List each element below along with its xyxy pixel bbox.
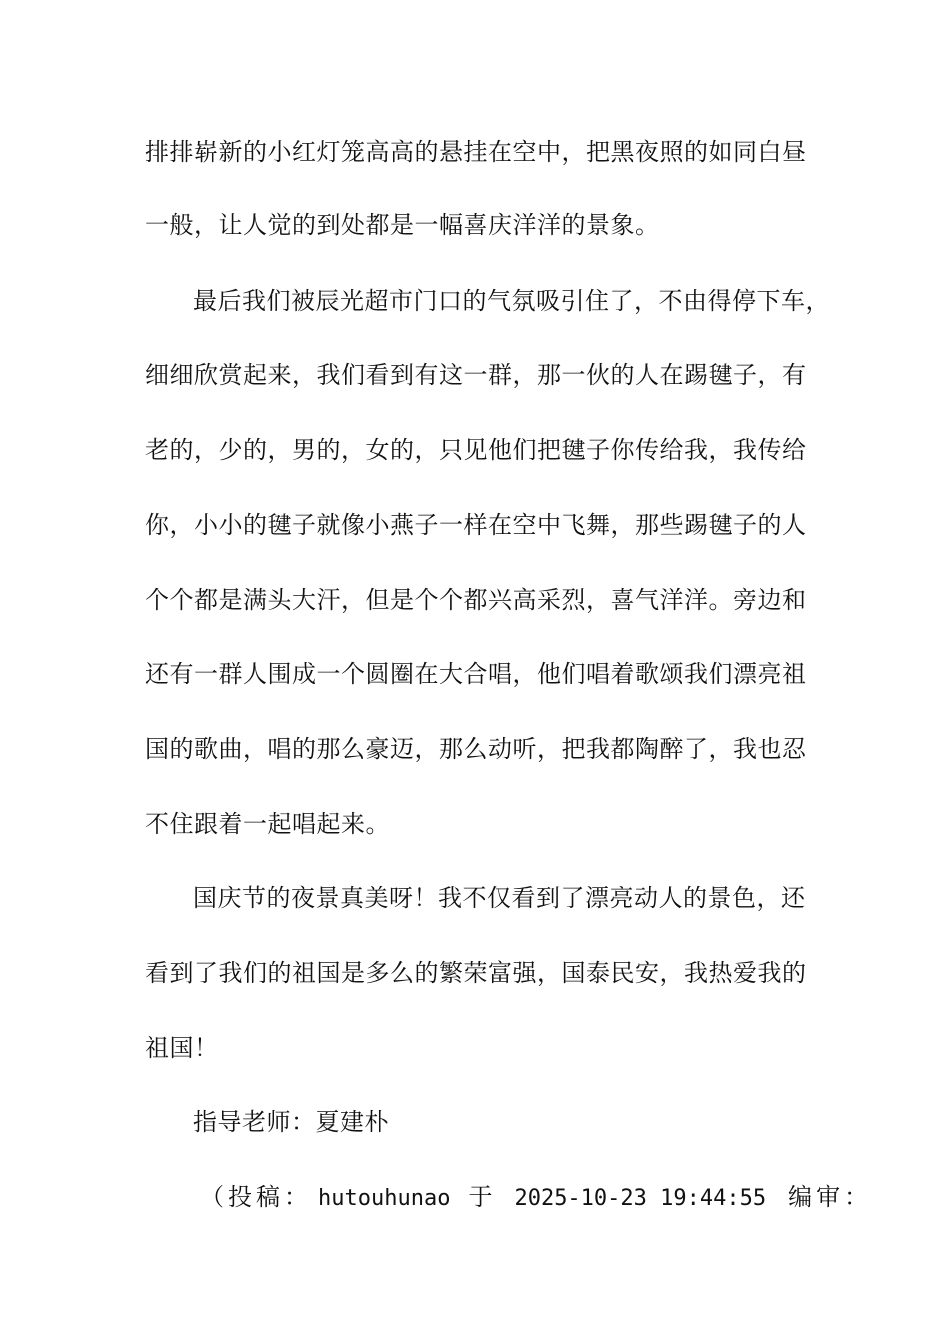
paragraph-line: 祖国！	[145, 1034, 219, 1062]
paragraph-line: 细细欣赏起来，我们看到有这一群，那一伙的人在踢毽子，有	[145, 361, 807, 389]
paragraph-line: 你，小小的毽子就像小燕子一样在空中飞舞，那些踢毽子的人	[145, 511, 807, 539]
paragraph-line: 个个都是满头大汗，但是个个都兴高采烈，喜气洋洋。旁边和	[145, 586, 807, 614]
paragraph-line: 排排崭新的小红灯笼高高的悬挂在空中，把黑夜照的如同白昼	[145, 138, 807, 166]
paragraph-line: 国的歌曲，唱的那么豪迈，那么动听，把我都陶醉了，我也忍	[145, 735, 807, 763]
submitter-username: hutouhunao	[318, 1186, 451, 1211]
submission-at: 于	[468, 1183, 493, 1211]
paragraph-line: 国庆节的夜景真美呀！我不仅看到了漂亮动人的景色，还	[193, 884, 806, 912]
editor-label: 编审：	[788, 1183, 873, 1211]
submission-label: （投稿：	[200, 1183, 312, 1211]
advisor-line: 指导老师：夏建朴	[193, 1108, 389, 1136]
paragraph-line: 最后我们被辰光超市门口的气氛吸引住了，不由得停下车，	[193, 287, 830, 315]
paragraph-line: 还有一群人围成一个圆圈在大合唱，他们唱着歌颂我们漂亮祖	[145, 660, 807, 688]
submission-datetime: 2025-10-23 19:44:55	[514, 1186, 767, 1211]
paragraph-line: 一般，让人觉的到处都是一幅喜庆洋洋的景象。	[145, 211, 660, 239]
paragraph-line: 老的，少的，男的，女的，只见他们把毽子你传给我，我传给	[145, 436, 807, 464]
paragraph-line: 不住跟着一起唱起来。	[145, 810, 390, 838]
paragraph-line: 看到了我们的祖国是多么的繁荣富强，国泰民安，我热爱我的	[145, 959, 807, 987]
submission-footer	[200, 1179, 873, 1215]
